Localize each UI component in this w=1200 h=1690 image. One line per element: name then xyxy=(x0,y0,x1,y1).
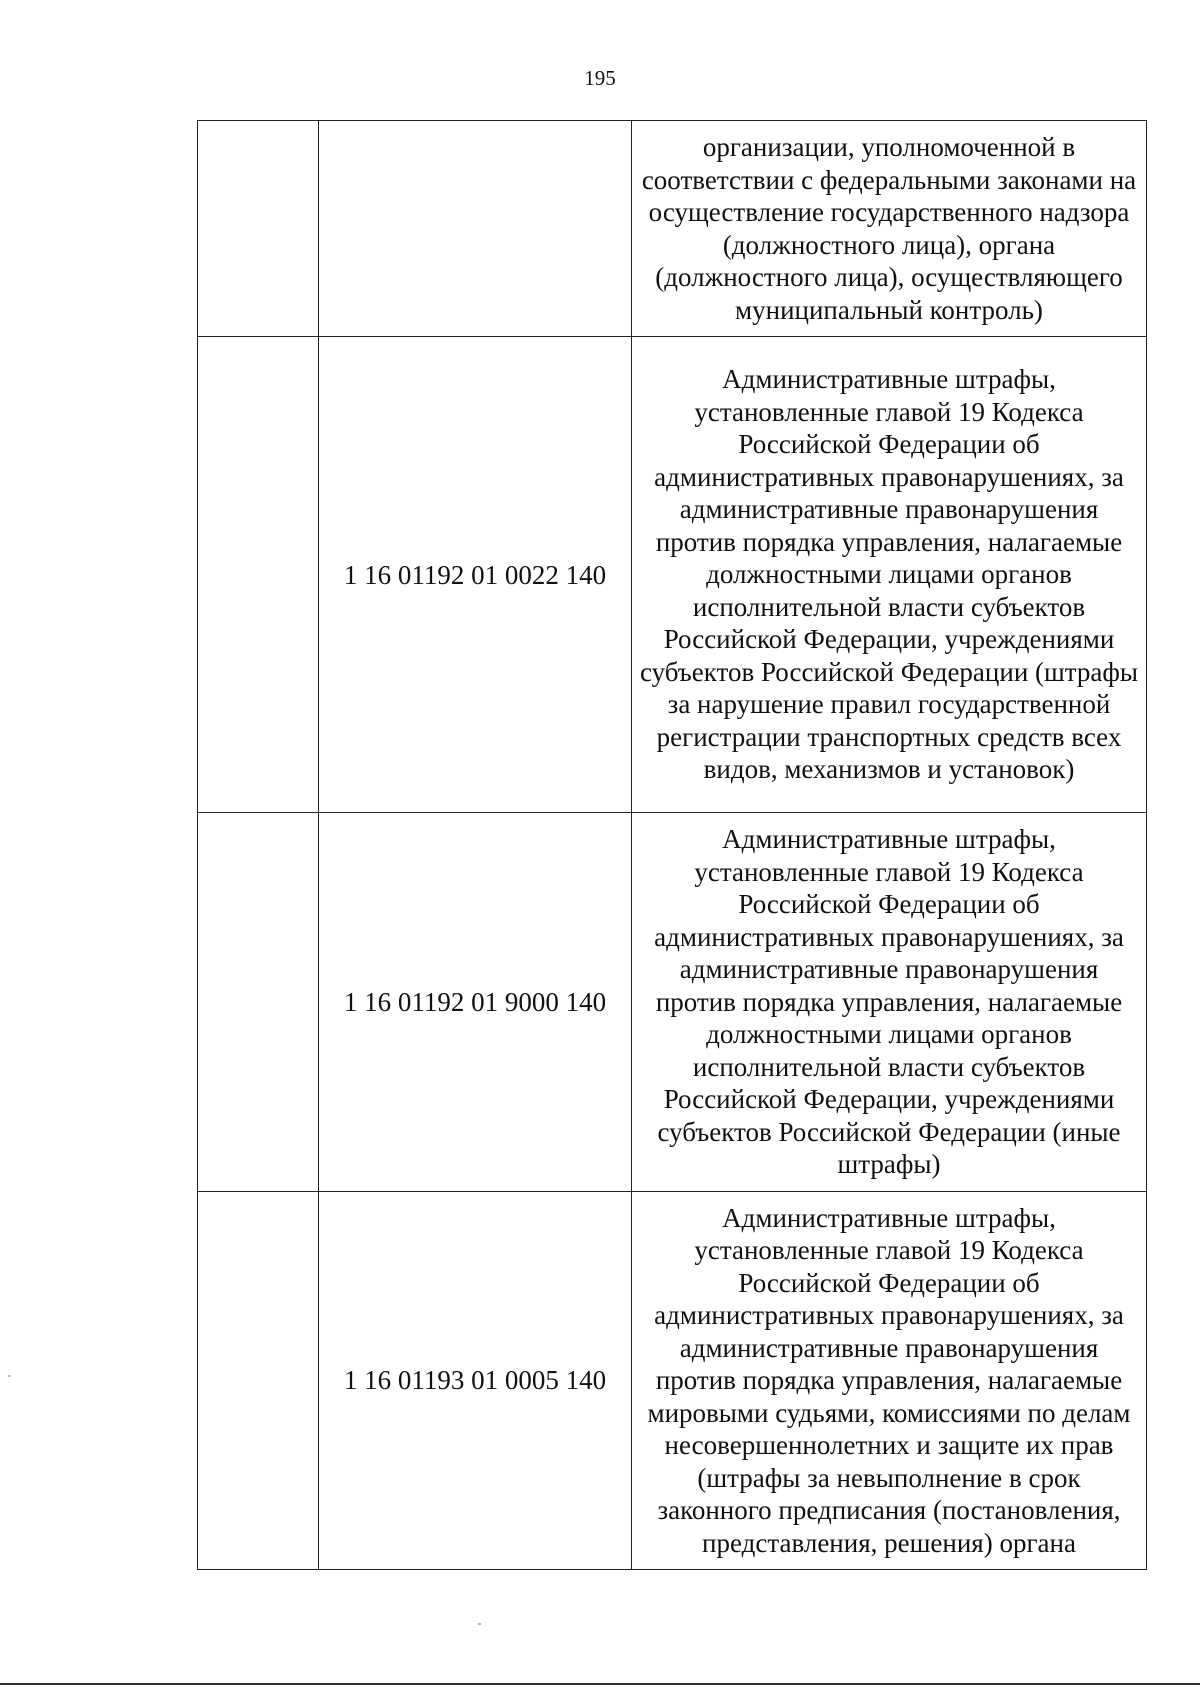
empty-cell xyxy=(198,337,319,813)
description-cell: Административные штрафы, установленные главой 19 Кодекса Российской Федерации об административных правонарушениях, за административные правонарушения против порядка управления, налагаемые должностными лицами органов исполнительной власти субъектов Российской Федерации, учреждениями субъектов Российской Федерации (иные штрафы) xyxy=(632,813,1147,1192)
description-cell: Административные штрафы, установленные главой 19 Кодекса Российской Федерации об административных правонарушениях, за административные правонарушения против порядка управления, налагаемые мировыми судьями, комиссиями по делам несовершеннолетних и защите их прав (штрафы за невыполнение в срок законного предписания (постановления, представления, решения) органа xyxy=(632,1191,1147,1570)
scan-speck xyxy=(478,1623,481,1625)
page-number: 195 xyxy=(584,66,616,90)
empty-cell xyxy=(198,813,319,1192)
description-cell: Административные штрафы, установленные главой 19 Кодекса Российской Федерации об административных правонарушениях, за административные правонарушения против порядка управления, налагаемые должностными лицами органов исполнительной власти субъектов Российской Федерации, учреждениями субъектов Российской Федерации (штрафы за нарушение правил государственной регистрации транспортных средств всех видов, механизмов и установок) xyxy=(632,337,1147,813)
budget-code-cell: 1 16 01193 01 0005 140 xyxy=(319,1191,632,1570)
budget-code-cell xyxy=(319,121,632,337)
scan-speck xyxy=(8,1375,11,1377)
table-row xyxy=(198,121,1147,337)
empty-cell xyxy=(198,1191,319,1570)
table-row xyxy=(198,1191,1147,1570)
budget-codes-table xyxy=(197,120,1147,1570)
description-cell: организации, уполномоченной в соответствии с федеральными законами на осуществление государственного надзора (должностного лица), органа (должностного лица), осуществляющего муниципальный контроль) xyxy=(632,121,1147,337)
page-bottom-rule xyxy=(0,1683,1200,1685)
table-row xyxy=(198,813,1147,1192)
budget-code-cell: 1 16 01192 01 0022 140 xyxy=(319,337,632,813)
empty-cell xyxy=(198,121,319,337)
budget-code-cell: 1 16 01192 01 9000 140 xyxy=(319,813,632,1192)
table-row xyxy=(198,337,1147,813)
